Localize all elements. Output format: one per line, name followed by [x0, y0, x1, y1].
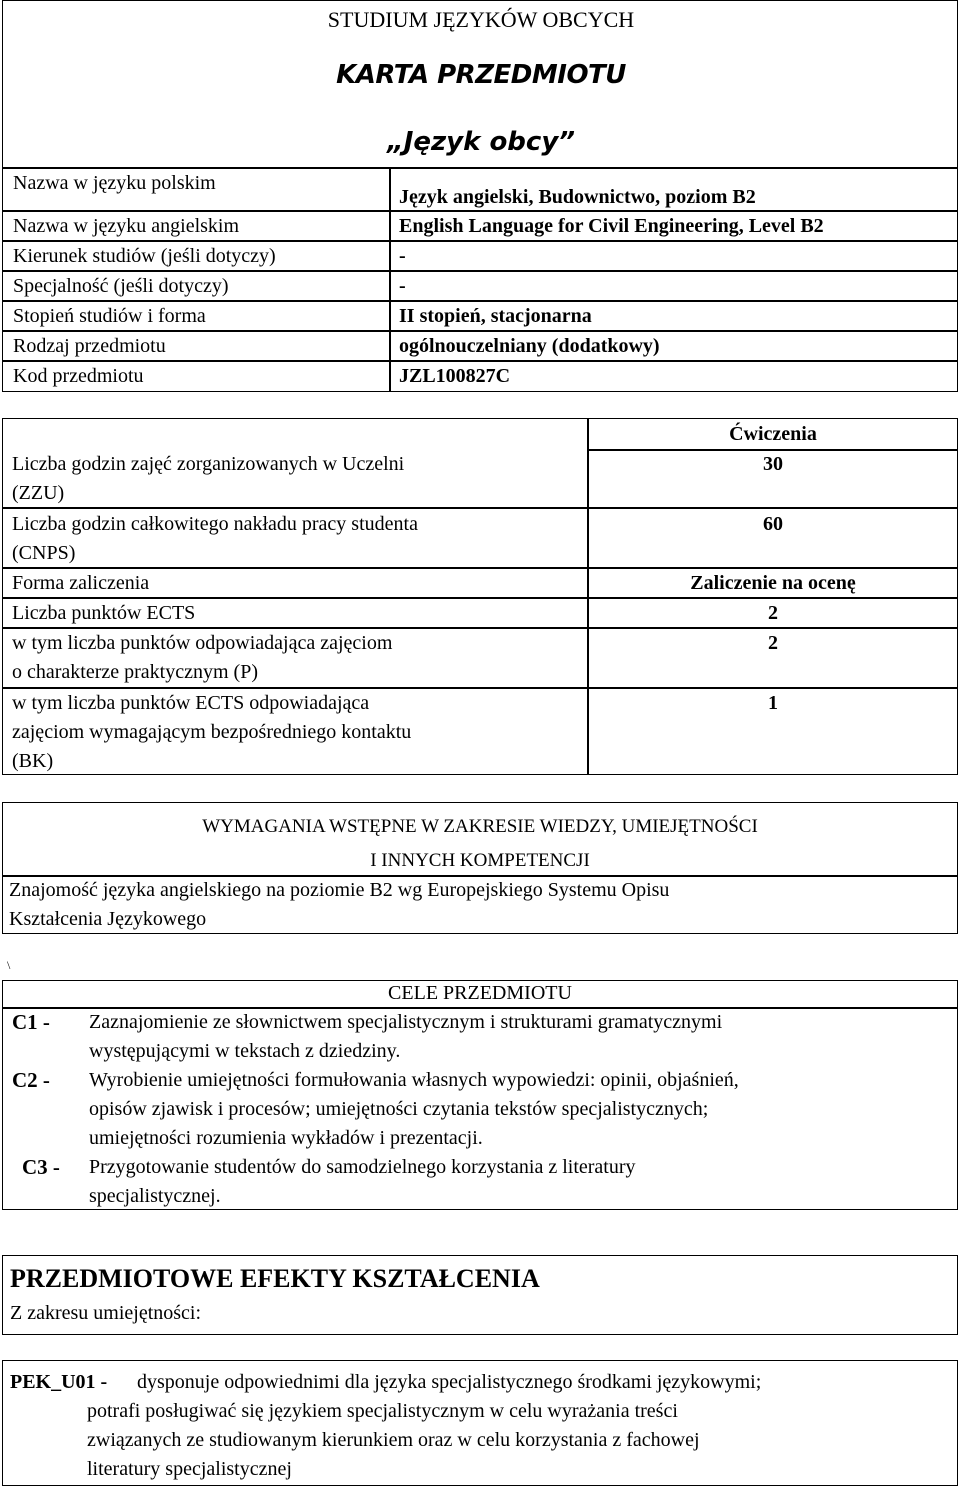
practical-ects-label-line: o charakterze praktycznym (P): [12, 661, 258, 683]
card-title: KARTA PRZEDMIOTU: [336, 60, 626, 90]
assessment-form-value: Zaliczenie na ocenę: [690, 572, 856, 594]
learning-outcome-text: dysponuje odpowiednimi dla języka specjalistycznego środkami językowymi;: [137, 1371, 762, 1393]
row-label-english-name: Nazwa w języku angielskim: [13, 215, 240, 237]
goal-code: C3 -: [22, 1155, 60, 1179]
row-value-type: ogólnouczelniany (dodatkowy): [399, 335, 660, 357]
cnps-label-line: (CNPS): [12, 542, 76, 564]
zzu-label-line: (ZZU): [12, 482, 65, 504]
row-value-field: -: [399, 245, 406, 267]
goal-text: [89, 1153, 949, 1211]
row-value-polish-name: Język angielski, Budownictwo, poziom B2: [399, 186, 756, 208]
prerequisites-text-line: Kształcenia Językowego: [9, 908, 207, 930]
practical-ects-value: 2: [768, 632, 778, 654]
row-label-polish-name: Nazwa w języku polskim: [13, 172, 216, 194]
row-label-specialty: Specjalność (jeśli dotyczy): [13, 275, 229, 297]
learning-outcome-code: PEK_U01 -: [10, 1371, 108, 1393]
goal-text-line: występującymi w tekstach z dziedziny.: [89, 1040, 401, 1062]
goal-code: C2 -: [12, 1068, 50, 1092]
goal-code: C1 -: [12, 1010, 50, 1034]
bk-ects-label-line: (BK): [12, 750, 54, 772]
cnps-value: 60: [763, 513, 783, 535]
goal-text-line: Wyrobienie umiejętności formułowania własnych wypowiedzi: opinii, objaśnień,: [89, 1069, 739, 1091]
table-column-rule: [389, 167, 391, 391]
goal-text: [89, 1008, 949, 1066]
goal-text: [89, 1066, 949, 1153]
learning-outcome-text: [87, 1397, 700, 1484]
row-label-code: Kod przedmiotu: [13, 365, 144, 387]
bk-ects-label: [12, 689, 411, 776]
prerequisites-title: [0, 812, 960, 875]
institution-title: STUDIUM JĘZYKÓW OBCYCH: [327, 7, 635, 32]
practical-ects-label: [12, 629, 392, 687]
row-value-english-name: English Language for Civil Engineering, Level B2: [399, 215, 824, 237]
zzu-label-line: Liczba godzin zajęć zorganizowanych w Uczelni: [12, 453, 405, 475]
table-rule: [2, 330, 958, 332]
stray-mark: \: [7, 958, 11, 972]
learning-outcome-text-line: związanych ze studiowanym kierunkiem oraz w celu korzystania z fachowej: [87, 1429, 700, 1451]
goal-text-line: specjalistycznej.: [89, 1185, 221, 1207]
bk-ects-value: 1: [768, 692, 778, 714]
hours-column-header-text: Ćwiczenia: [729, 423, 817, 445]
table-rule: [2, 270, 958, 272]
course-group-title: „Język obcy”: [386, 127, 576, 157]
goal-text-line: Przygotowanie studentów do samodzielnego korzystania z literatury: [89, 1156, 636, 1178]
goal-text-line: Zaznajomienie ze słownictwem specjalistycznym i strukturami gramatycznymi: [89, 1011, 723, 1033]
learning-outcome-text-line: literatury specjalistycznej: [87, 1458, 292, 1480]
table-rule: [2, 360, 958, 362]
goal-text-line: opisów zjawisk i procesów; umiejętności czytania tekstów specjalistycznych;: [89, 1098, 709, 1120]
table-rule: [2, 300, 958, 302]
row-value-specialty: -: [399, 275, 406, 297]
row-label-level: Stopień studiów i forma: [13, 305, 206, 327]
row-label-type: Rodzaj przedmiotu: [13, 335, 166, 357]
zzu-value: 30: [763, 453, 783, 475]
hours-column-header: [588, 420, 958, 449]
goal-text-line: umiejętności rozumienia wykładów i prezentacji.: [89, 1127, 483, 1149]
zzu-label: [12, 450, 404, 508]
row-value-level: II stopień, stacjonarna: [399, 305, 592, 327]
assessment-form-label: Forma zaliczenia: [12, 572, 150, 594]
row-value-code: JZL100827C: [399, 365, 511, 387]
ects-label: Liczba punktów ECTS: [12, 602, 196, 624]
cnps-label: [12, 510, 418, 568]
table-rule: [2, 210, 958, 212]
practical-ects-label-line: w tym liczba punktów odpowiadająca zajęciom: [12, 632, 393, 654]
learning-outcomes-title: PRZEDMIOTOWE EFEKTY KSZTAŁCENIA: [10, 1264, 540, 1293]
prerequisites-title-line: I INNYCH KOMPETENCJI: [370, 850, 590, 871]
cnps-label-line: Liczba godzin całkowitego nakładu pracy studenta: [12, 513, 418, 535]
prerequisites-text: [9, 876, 669, 934]
prerequisites-text-line: Znajomość języka angielskiego na poziomie B2 wg Europejskiego Systemu Opisu: [9, 879, 670, 901]
prerequisites-title-line: WYMAGANIA WSTĘPNE W ZAKRESIE WIEDZY, UMIEJĘTNOŚCI: [202, 816, 758, 837]
bk-ects-label-line: w tym liczba punktów ECTS odpowiadająca: [12, 692, 370, 714]
table-rule: [2, 240, 958, 242]
learning-outcome-text-line: potrafi posługiwać się językiem specjalistycznym w celu wyrażania treści: [87, 1400, 678, 1422]
course-goals-title: CELE PRZEDMIOTU: [388, 982, 572, 1004]
learning-outcomes-subtitle: Z zakresu umiejętności:: [10, 1302, 202, 1324]
table-rule: [2, 167, 958, 169]
ects-value: 2: [768, 602, 778, 624]
course-header-box: [2, 0, 958, 392]
row-label-field: Kierunek studiów (jeśli dotyczy): [13, 245, 276, 267]
bk-ects-label-line: zajęciom wymagającym bezpośredniego kontaktu: [12, 721, 412, 743]
